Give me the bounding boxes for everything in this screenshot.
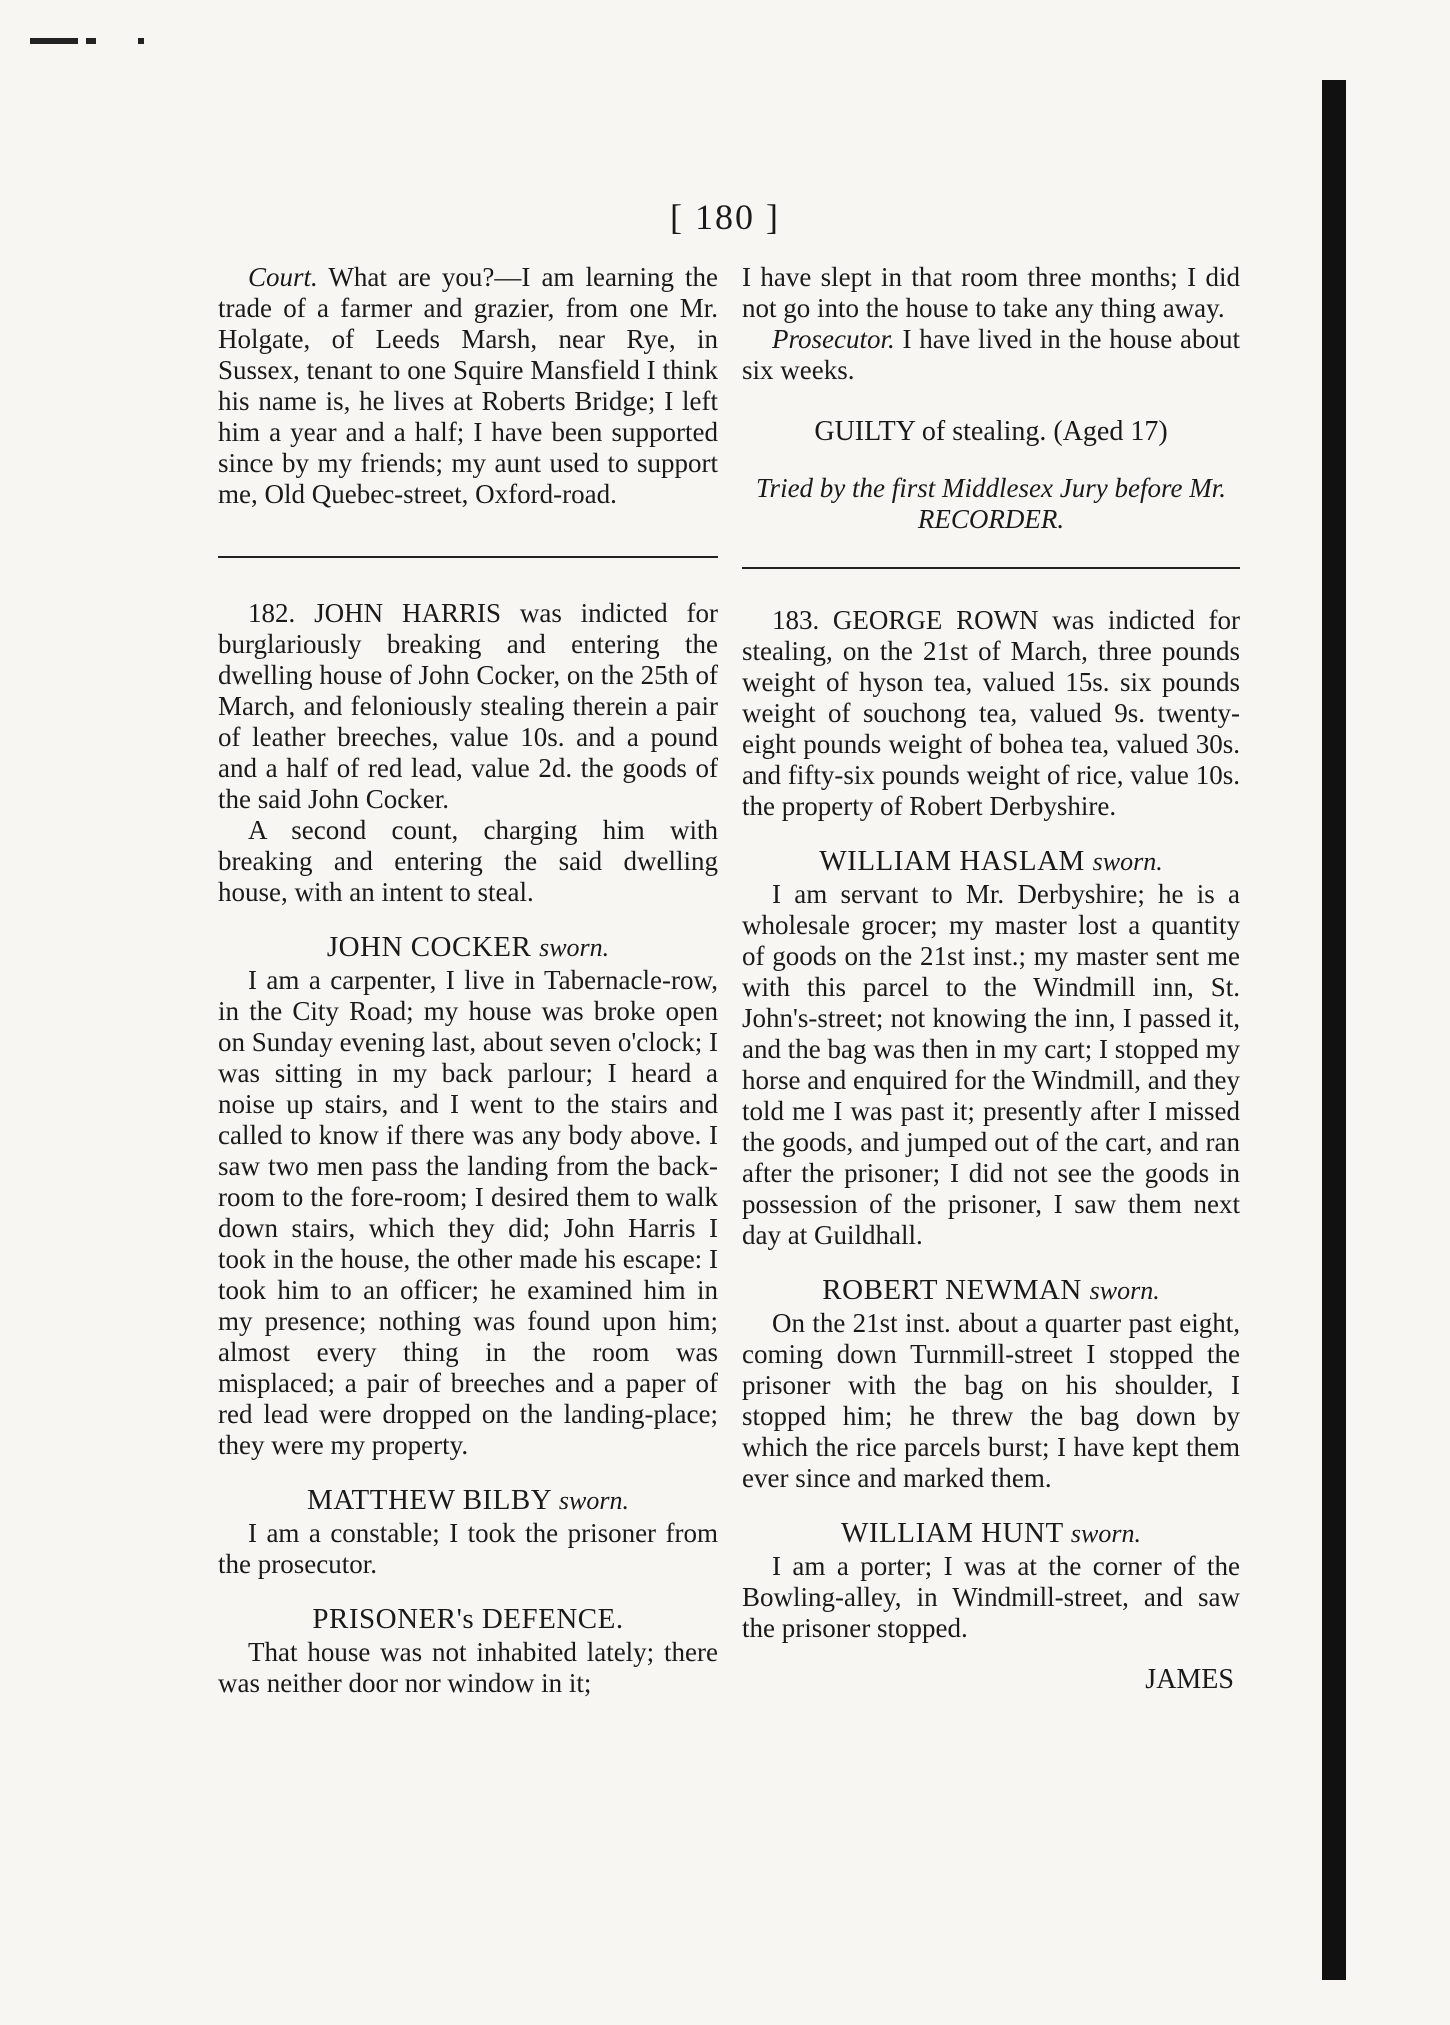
binding-edge xyxy=(1322,80,1346,1980)
witness-name: ROBERT NEWMAN xyxy=(822,1274,1082,1306)
speaker-label: Prosecutor. xyxy=(772,324,895,354)
witness-name: JOHN COCKER xyxy=(326,931,532,963)
section-divider xyxy=(742,567,1240,569)
left-column xyxy=(218,262,718,1699)
sworn-label: sworn. xyxy=(1092,847,1163,876)
speaker-label: Court. xyxy=(248,262,318,292)
case-182-indictment: 182. JOHN HARRIS was indicted for burglariously breaking and entering the dwelling house of John Cocker, on the 25th of March, and feloniously stealing therein a pair of leather breeches, value 10s. and a pound and a half of red lead, value 2d. the goods of the said John Cocker. xyxy=(218,598,718,814)
witness-name: MATTHEW BILBY xyxy=(307,1484,552,1516)
court-question xyxy=(218,262,718,510)
sworn-label: sworn. xyxy=(1070,1519,1141,1548)
defence-text: That house was not inhabited lately; there was neither door nor window in it; xyxy=(218,1637,718,1698)
witness-name: WILLIAM HASLAM xyxy=(819,845,1085,877)
sworn-label: sworn. xyxy=(558,1486,629,1515)
witness-heading xyxy=(218,1485,718,1516)
court-question-text: What are you?—I am learning the trade of a farmer and grazier, from one Mr. Holgate, of Leeds Marsh, near Rye, in Sussex, tenant to one Squire Mansfield I think his name is, he lives at Roberts Bridge; I left him a year and a half; I have been supported since by my friends; my aunt used to support me, Old Quebec-street, Oxford-road. xyxy=(218,262,718,509)
witness-heading xyxy=(742,1518,1240,1549)
defence-heading: PRISONER's DEFENCE. xyxy=(312,1603,624,1635)
witness-testimony: I am a porter; I was at the corner of the Bowling-alley, in Windmill-street, and saw the prisoner stopped. xyxy=(742,1551,1240,1643)
witness-heading xyxy=(742,846,1240,877)
case-183-indictment: 183. GEORGE ROWN was indicted for stealing, on the 21st of March, three pounds weight of hyson tea, valued 15s. six pounds weight of souchong tea, valued 9s. twenty-eight pounds weight of bohea tea, valued 30s. and fifty-six pounds weight of rice, value 10s. the property of Robert Derbyshire. xyxy=(742,605,1240,821)
tried-by-note: Tried by the first Middlesex Jury before Mr. RECORDER. xyxy=(756,473,1226,534)
case-182-second-count: A second count, charging him with breaking and entering the said dwelling house, with an intent to steal. xyxy=(218,815,718,907)
defence-continuation: I have slept in that room three months; I did not go into the house to take any thing away. xyxy=(742,262,1240,323)
prosecutor-statement xyxy=(742,324,1240,386)
section-divider xyxy=(218,556,718,558)
witness-testimony: I am servant to Mr. Derbyshire; he is a wholesale grocer; my master lost a quantity of goods on the 21st inst.; my master sent me with this parcel to the Windmill inn, St. John's-street; not knowing the inn, I passed it, and the bag was then in my cart; I stopped my horse and enquired for the Windmill, and they told me I was past it; presently after I missed the goods, and jumped out of the cart, and ran after the prisoner; I did not see the goods in possession of the prisoner, I saw them next day at Guildhall. xyxy=(742,879,1240,1250)
witness-testimony: I am a carpenter, I live in Tabernacle-row, in the City Road; my house was broke open on Sunday evening last, about seven o'clock; I was sitting in my back parlour; I heard a noise up stairs, and I went to the stairs and called to know if there was any body above. I saw two men pass the landing from the back-room to the fore-room; I desired them to walk down stairs, which they did; John Harris I took in the house, the other made his escape: I took him to an officer; he examined him in my presence; nothing was found upon him; almost every thing in the room was misplaced; a pair of breeches and a paper of red lead were dropped on the landing-place; they were my property. xyxy=(218,965,718,1460)
witness-heading xyxy=(218,932,718,963)
witness-name: WILLIAM HUNT xyxy=(841,1517,1064,1549)
catchword: JAMES xyxy=(1145,1664,1234,1695)
right-column xyxy=(742,262,1240,1695)
page-number: [ 180 ] xyxy=(670,197,780,237)
witness-testimony: On the 21st inst. about a quarter past eight, coming down Turnmill-street I stopped the prisoner with the bag on his shoulder, I stopped him; he threw the bag down by which the rice parcels burst; I have kept them ever since and marked them. xyxy=(742,1308,1240,1493)
prosecutor-text: I have lived in the house about six weeks. xyxy=(742,324,1240,385)
witness-testimony: I am a constable; I took the prisoner from the prosecutor. xyxy=(218,1518,718,1579)
scan-specks xyxy=(30,38,150,46)
sworn-label: sworn. xyxy=(1089,1276,1160,1305)
verdict: GUILTY of stealing. (Aged 17) xyxy=(814,416,1168,447)
sworn-label: sworn. xyxy=(539,933,610,962)
witness-heading xyxy=(742,1275,1240,1306)
